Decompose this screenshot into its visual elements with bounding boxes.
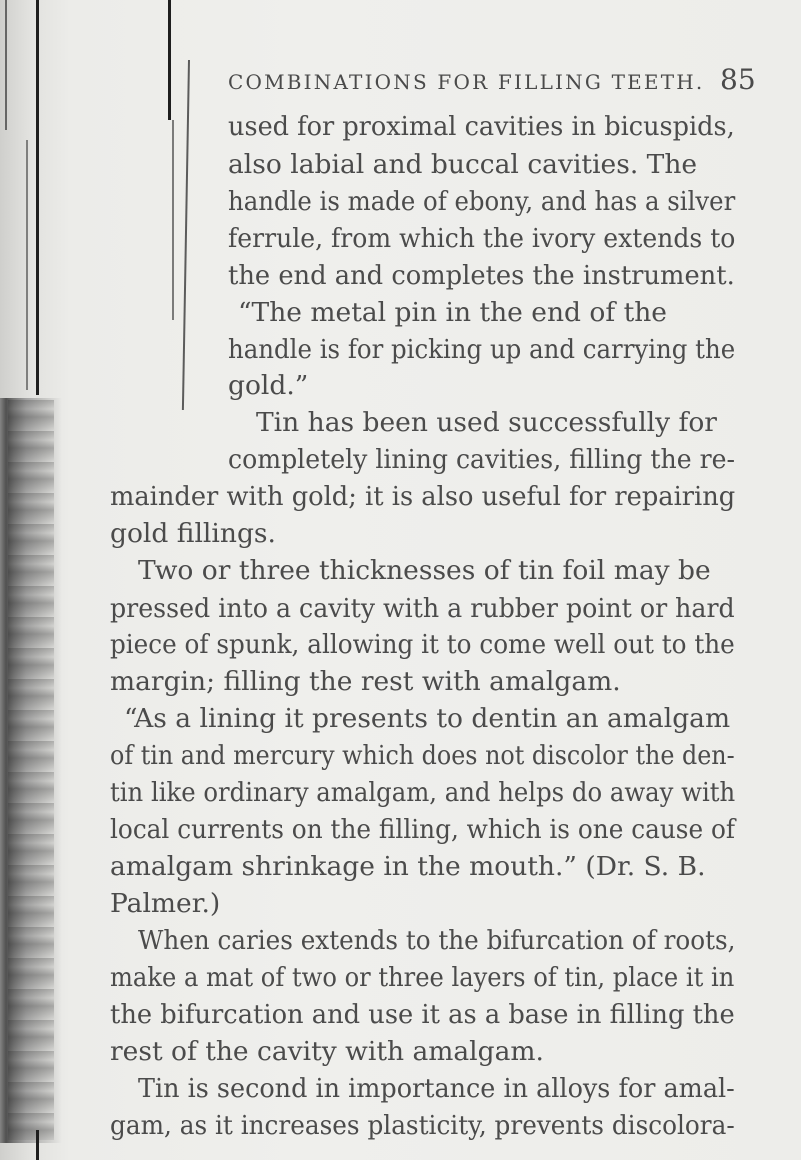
text-line: “As a lining it presents to dentin an amalgam [124,703,731,734]
text-line: mainder with gold; it is also useful for repairing [110,481,736,512]
text-line: gold fillings. [110,518,276,549]
text-line: Tin has been used successfully for [256,407,717,438]
text-line: amalgam shrinkage in the mouth.” (Dr. S. B. [110,851,706,882]
running-header [228,63,768,96]
scan-edge-line [168,0,171,120]
text-line: ferrule, from which the ivory extends to [228,223,736,254]
text-line: piece of spunk, allowing it to come well out to the [110,629,735,660]
text-line: handle is for picking up and carrying the [228,334,736,365]
text-line: When caries extends to the bifurcation of roots, [138,925,736,956]
text-line: completely lining cavities, filling the re- [228,444,735,475]
scan-edge-line [36,1130,39,1160]
text-line: Two or three thicknesses of tin foil may be [138,555,711,586]
running-title: COMBINATIONS FOR FILLING TEETH. [228,70,705,94]
text-line: pressed into a cavity with a rubber point or hard [110,593,735,624]
text-line: used for proximal cavities in bicuspids, [228,111,735,142]
text-line: rest of the cavity with amalgam. [110,1036,544,1067]
text-line: Tin is second in importance in alloys for amal- [138,1073,735,1104]
text-line: of tin and mercury which does not discolor the den- [110,740,735,771]
text-line: gam, as it increases plasticity, prevents discolora- [110,1110,735,1141]
binding-speckle [8,400,54,1140]
text-line: also labial and buccal cavities. The [228,149,698,180]
scan-edge-line [26,140,28,390]
text-line: make a mat of two or three layers of tin, place it in [110,962,735,993]
text-line: Palmer.) [110,888,221,919]
text-line: handle is made of ebony, and has a silver [228,186,736,217]
scan-edge-line [36,0,39,395]
scan-edge-line [172,120,174,320]
scan-edge-line [182,60,190,410]
text-line: tin like ordinary amalgam, and helps do away with [110,777,736,808]
text-line: the end and completes the instrument. [228,260,735,291]
text-line: margin; filling the rest with amalgam. [110,666,621,697]
text-line: “The metal pin in the end of the [238,297,667,328]
page-number: 85 [720,63,756,96]
text-line: local currents on the filling, which is one cause of [110,814,736,845]
scan-edge-line [5,0,7,130]
text-line: the bifurcation and use it as a base in filling the [110,999,735,1030]
text-line: gold.” [228,370,309,401]
